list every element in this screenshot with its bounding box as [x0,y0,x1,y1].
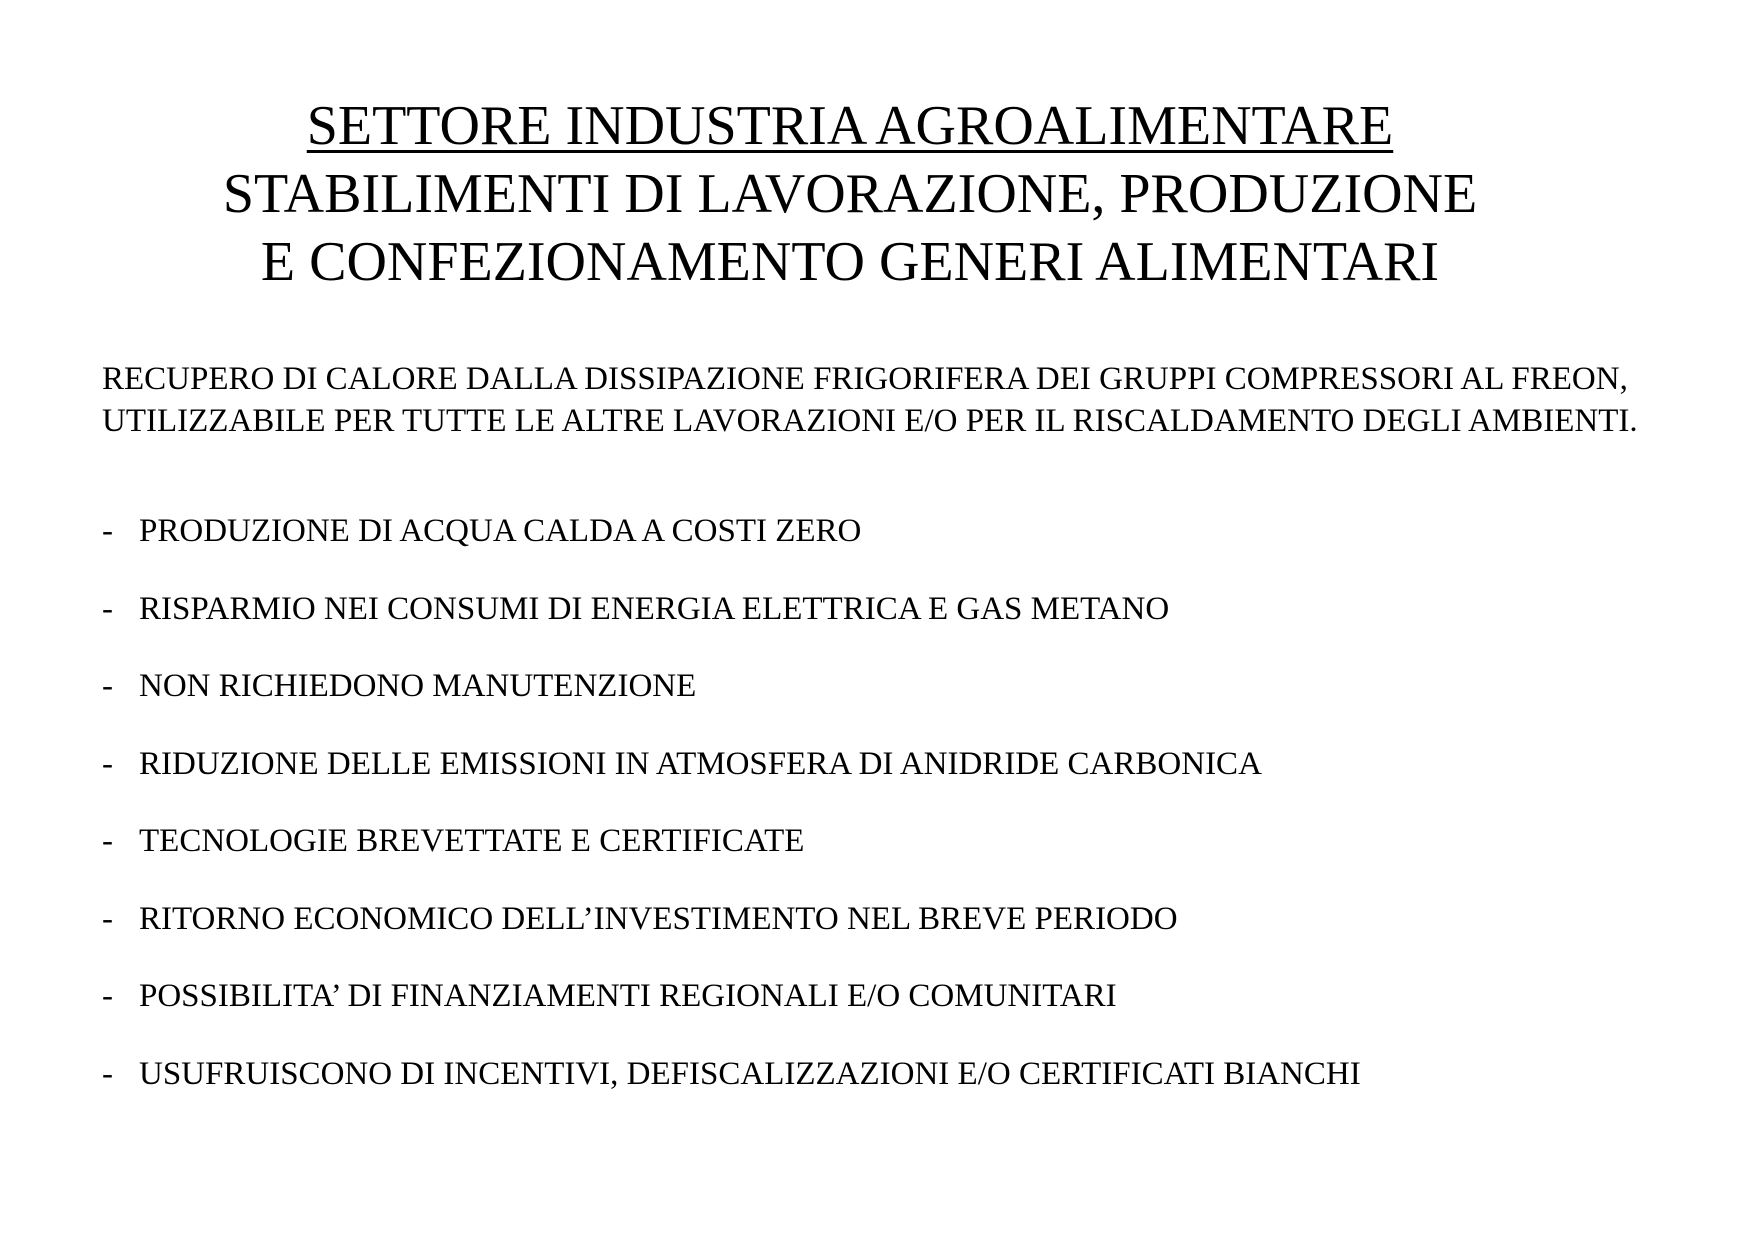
list-item-text: PRODUZIONE DI ACQUA CALDA A COSTI ZERO [139,513,862,549]
bullet-marker: - [102,978,113,1014]
title-sector: SETTORE INDUSTRIA AGROALIMENTARE [306,95,1394,157]
intro-line-2: UTILIZZABILE PER TUTTE LE ALTRE LAVORAZIONI E/O PER IL RISCALDAMENTO DEGLI AMBIENTI. [102,403,1638,439]
bullet-marker: - [102,668,113,704]
list-item [102,743,1722,821]
bullet-marker: - [102,1055,113,1092]
list-item-text: RITORNO ECONOMICO DELL’INVESTIMENTO NEL BREVE PERIODO [139,900,1178,937]
title-subtitle-line-1: STABILIMENTI DI LAVORAZIONE, PRODUZIONE [222,163,1478,225]
list-item-text: USUFRUISCONO DI INCENTIVI, DEFISCALIZZAZIONI E/O CERTIFICATI BIANCHI [139,1055,1361,1092]
benefits-list [102,510,1722,1130]
list-item [102,665,1722,743]
title-block [0,92,1700,296]
bullet-marker: - [102,590,113,627]
list-item-text: RIDUZIONE DELLE EMISSIONI IN ATMOSFERA DI ANIDRIDE CARBONICA [139,745,1262,782]
list-item [102,1053,1722,1131]
list-item [102,510,1722,588]
list-item-text: POSSIBILITA’ DI FINANZIAMENTI REGIONALI E/O COMUNITARI [139,978,1117,1014]
title-subtitle-line-2: E CONFEZIONAMENTO GENERI ALIMENTARI [260,231,1440,293]
bullet-marker: - [102,900,113,937]
list-item-text: NON RICHIEDONO MANUTENZIONE [139,668,697,704]
bullet-marker: - [102,823,113,859]
bullet-marker: - [102,745,113,782]
list-item [102,898,1722,976]
list-item [102,820,1722,898]
intro-line-1: RECUPERO DI CALORE DALLA DISSIPAZIONE FRIGORIFERA DEI GRUPPI COMPRESSORI AL FREON, [102,361,1628,397]
list-item-text: TECNOLOGIE BREVETTATE E CERTIFICATE [139,823,805,859]
list-item [102,588,1722,666]
intro-paragraph [102,358,1722,442]
list-item-text: RISPARMIO NEI CONSUMI DI ENERGIA ELETTRICA E GAS METANO [139,590,1170,627]
bullet-marker: - [102,513,113,549]
list-item [102,975,1722,1053]
